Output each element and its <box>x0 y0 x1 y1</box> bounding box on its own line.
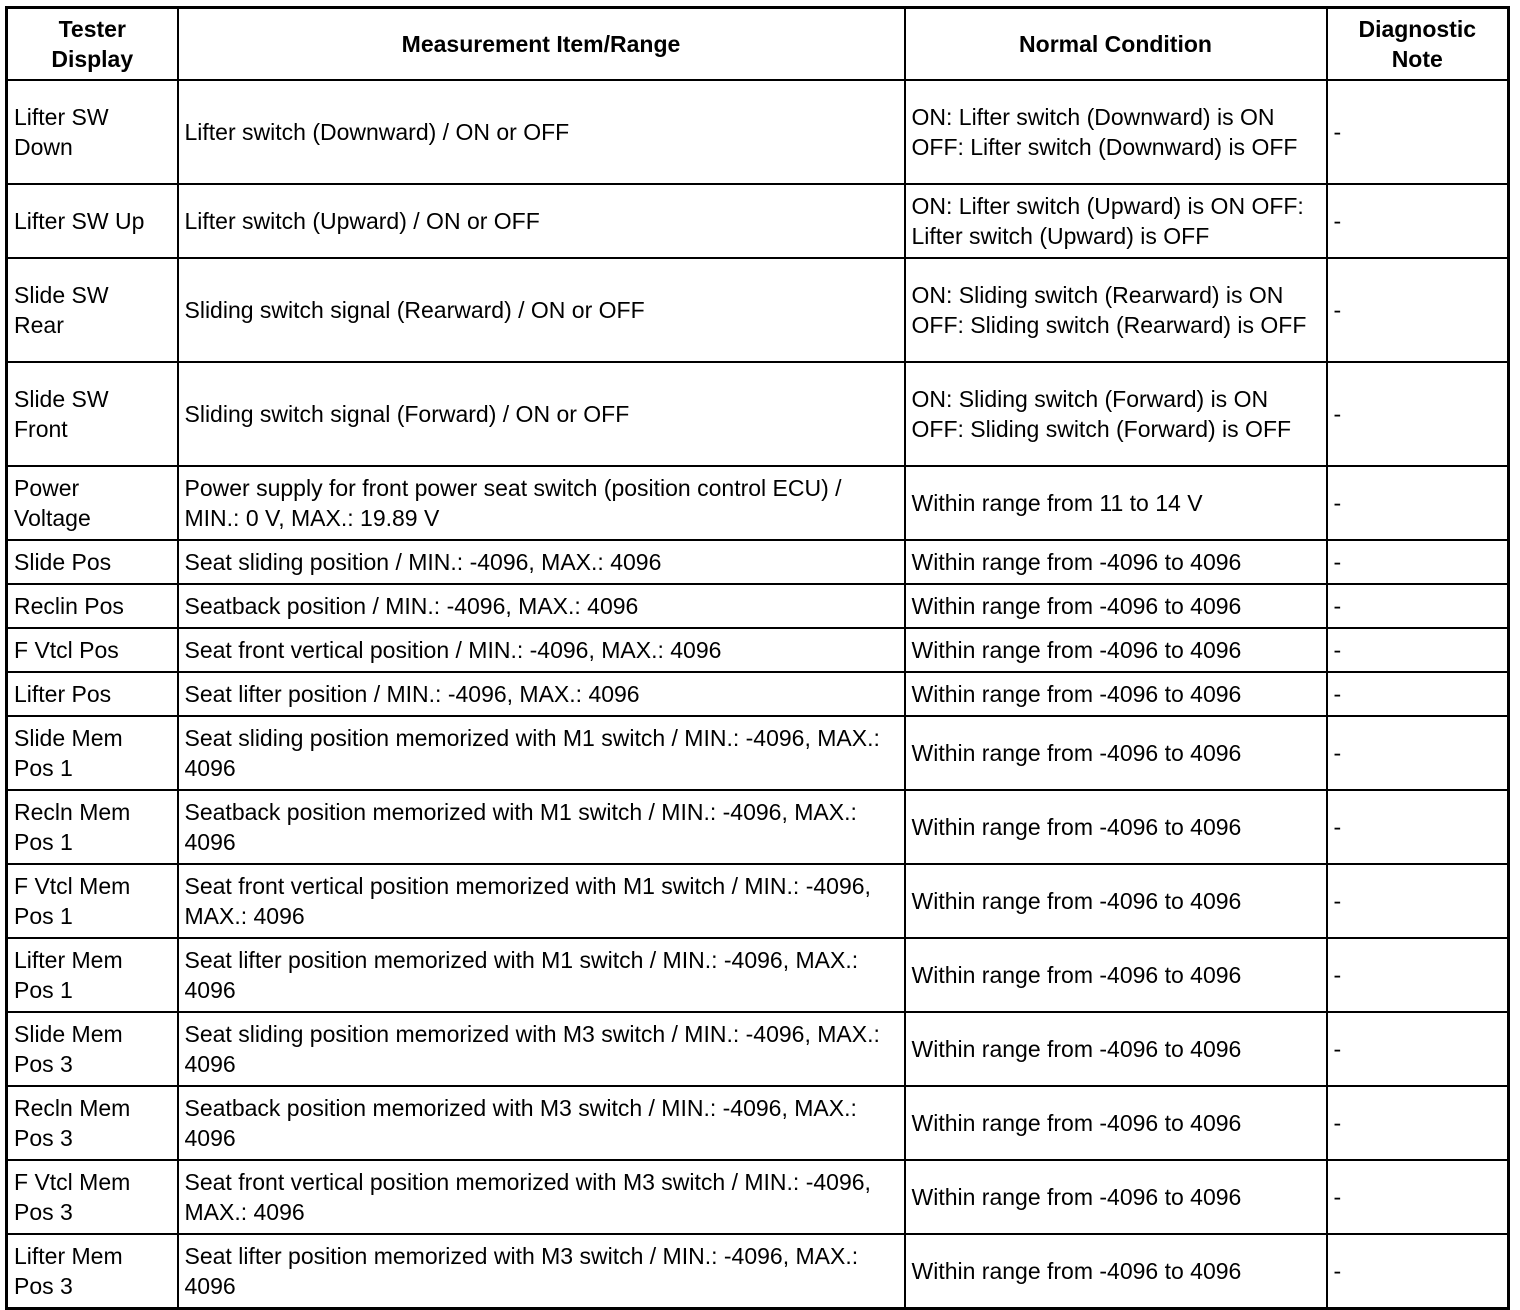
header-row <box>7 8 1509 81</box>
cell-diagnostic-note: - <box>1327 584 1509 628</box>
cell-diagnostic-note: - <box>1327 1086 1509 1160</box>
cell-measurement-item: Seat sliding position memorized with M1 switch / MIN.: -4096, MAX.: 4096 <box>178 716 905 790</box>
header-measurement-item: Measurement Item/Range <box>178 8 905 81</box>
cell-tester-display: F Vtcl Mem Pos 1 <box>7 864 178 938</box>
cell-diagnostic-note: - <box>1327 1012 1509 1086</box>
cell-tester-display: Power Voltage <box>7 466 178 540</box>
cell-measurement-item: Lifter switch (Downward) / ON or OFF <box>178 80 905 184</box>
table-row <box>7 1234 1509 1309</box>
table-row <box>7 362 1509 466</box>
table-row <box>7 184 1509 258</box>
cell-tester-display: Recln Mem Pos 3 <box>7 1086 178 1160</box>
cell-measurement-item: Seatback position memorized with M3 switch / MIN.: -4096, MAX.: 4096 <box>178 1086 905 1160</box>
cell-measurement-item: Seatback position memorized with M1 switch / MIN.: -4096, MAX.: 4096 <box>178 790 905 864</box>
cell-normal-condition: Within range from -4096 to 4096 <box>905 584 1327 628</box>
table-row <box>7 628 1509 672</box>
cell-measurement-item: Seat sliding position / MIN.: -4096, MAX.: 4096 <box>178 540 905 584</box>
cell-normal-condition: Within range from -4096 to 4096 <box>905 672 1327 716</box>
cell-tester-display: Lifter Pos <box>7 672 178 716</box>
cell-measurement-item: Sliding switch signal (Rearward) / ON or OFF <box>178 258 905 362</box>
table-row <box>7 1086 1509 1160</box>
cell-measurement-item: Seat lifter position memorized with M3 switch / MIN.: -4096, MAX.: 4096 <box>178 1234 905 1309</box>
cell-measurement-item: Power supply for front power seat switch (position control ECU) / MIN.: 0 V, MAX.: 19.89 V <box>178 466 905 540</box>
data-list-sheet <box>5 6 1510 1310</box>
cell-tester-display: F Vtcl Pos <box>7 628 178 672</box>
cell-tester-display: Lifter Mem Pos 1 <box>7 938 178 1012</box>
cell-tester-display: Reclin Pos <box>7 584 178 628</box>
cell-tester-display: Lifter SW Up <box>7 184 178 258</box>
cell-diagnostic-note: - <box>1327 938 1509 1012</box>
cell-diagnostic-note: - <box>1327 628 1509 672</box>
cell-normal-condition: Within range from -4096 to 4096 <box>905 1234 1327 1309</box>
cell-diagnostic-note: - <box>1327 80 1509 184</box>
cell-tester-display: Lifter SW Down <box>7 80 178 184</box>
cell-normal-condition: ON: Lifter switch (Upward) is ON OFF: Lifter switch (Upward) is OFF <box>905 184 1327 258</box>
table-row <box>7 80 1509 184</box>
cell-normal-condition: Within range from -4096 to 4096 <box>905 1012 1327 1086</box>
cell-measurement-item: Sliding switch signal (Forward) / ON or OFF <box>178 362 905 466</box>
cell-diagnostic-note: - <box>1327 864 1509 938</box>
header-tester-display: Tester Display <box>7 8 178 81</box>
cell-measurement-item: Seat lifter position / MIN.: -4096, MAX.: 4096 <box>178 672 905 716</box>
table-row <box>7 864 1509 938</box>
cell-normal-condition: Within range from -4096 to 4096 <box>905 1160 1327 1234</box>
cell-tester-display: Lifter Mem Pos 3 <box>7 1234 178 1309</box>
cell-normal-condition: Within range from -4096 to 4096 <box>905 938 1327 1012</box>
cell-normal-condition: Within range from -4096 to 4096 <box>905 864 1327 938</box>
cell-diagnostic-note: - <box>1327 540 1509 584</box>
cell-normal-condition: ON: Sliding switch (Rearward) is ON OFF: Sliding switch (Rearward) is OFF <box>905 258 1327 362</box>
table-row <box>7 258 1509 362</box>
cell-measurement-item: Seat front vertical position memorized with M3 switch / MIN.: -4096, MAX.: 4096 <box>178 1160 905 1234</box>
header-diagnostic-note: Diagnostic Note <box>1327 8 1509 81</box>
cell-normal-condition: Within range from -4096 to 4096 <box>905 716 1327 790</box>
cell-normal-condition: Within range from -4096 to 4096 <box>905 1086 1327 1160</box>
table-row <box>7 584 1509 628</box>
cell-diagnostic-note: - <box>1327 716 1509 790</box>
table-row <box>7 672 1509 716</box>
cell-normal-condition: Within range from 11 to 14 V <box>905 466 1327 540</box>
cell-normal-condition: Within range from -4096 to 4096 <box>905 790 1327 864</box>
table-row <box>7 790 1509 864</box>
table-row <box>7 540 1509 584</box>
cell-tester-display: Slide Mem Pos 1 <box>7 716 178 790</box>
table-row <box>7 1012 1509 1086</box>
table-row <box>7 466 1509 540</box>
cell-diagnostic-note: - <box>1327 790 1509 864</box>
cell-tester-display: Slide SW Front <box>7 362 178 466</box>
cell-measurement-item: Seatback position / MIN.: -4096, MAX.: 4096 <box>178 584 905 628</box>
cell-diagnostic-note: - <box>1327 672 1509 716</box>
cell-tester-display: Slide Pos <box>7 540 178 584</box>
cell-diagnostic-note: - <box>1327 1160 1509 1234</box>
cell-tester-display: F Vtcl Mem Pos 3 <box>7 1160 178 1234</box>
cell-normal-condition: ON: Lifter switch (Downward) is ON OFF: Lifter switch (Downward) is OFF <box>905 80 1327 184</box>
cell-diagnostic-note: - <box>1327 466 1509 540</box>
cell-measurement-item: Seat sliding position memorized with M3 switch / MIN.: -4096, MAX.: 4096 <box>178 1012 905 1086</box>
cell-normal-condition: Within range from -4096 to 4096 <box>905 540 1327 584</box>
cell-measurement-item: Seat front vertical position / MIN.: -4096, MAX.: 4096 <box>178 628 905 672</box>
table-row <box>7 938 1509 1012</box>
cell-normal-condition: ON: Sliding switch (Forward) is ON OFF: Sliding switch (Forward) is OFF <box>905 362 1327 466</box>
data-list-table <box>5 6 1510 1310</box>
cell-tester-display: Slide Mem Pos 3 <box>7 1012 178 1086</box>
header-normal-condition: Normal Condition <box>905 8 1327 81</box>
cell-diagnostic-note: - <box>1327 184 1509 258</box>
cell-measurement-item: Seat lifter position memorized with M1 switch / MIN.: -4096, MAX.: 4096 <box>178 938 905 1012</box>
cell-measurement-item: Lifter switch (Upward) / ON or OFF <box>178 184 905 258</box>
table-row <box>7 1160 1509 1234</box>
cell-tester-display: Recln Mem Pos 1 <box>7 790 178 864</box>
cell-normal-condition: Within range from -4096 to 4096 <box>905 628 1327 672</box>
cell-diagnostic-note: - <box>1327 258 1509 362</box>
table-row <box>7 716 1509 790</box>
cell-diagnostic-note: - <box>1327 362 1509 466</box>
cell-tester-display: Slide SW Rear <box>7 258 178 362</box>
cell-measurement-item: Seat front vertical position memorized with M1 switch / MIN.: -4096, MAX.: 4096 <box>178 864 905 938</box>
cell-diagnostic-note: - <box>1327 1234 1509 1309</box>
